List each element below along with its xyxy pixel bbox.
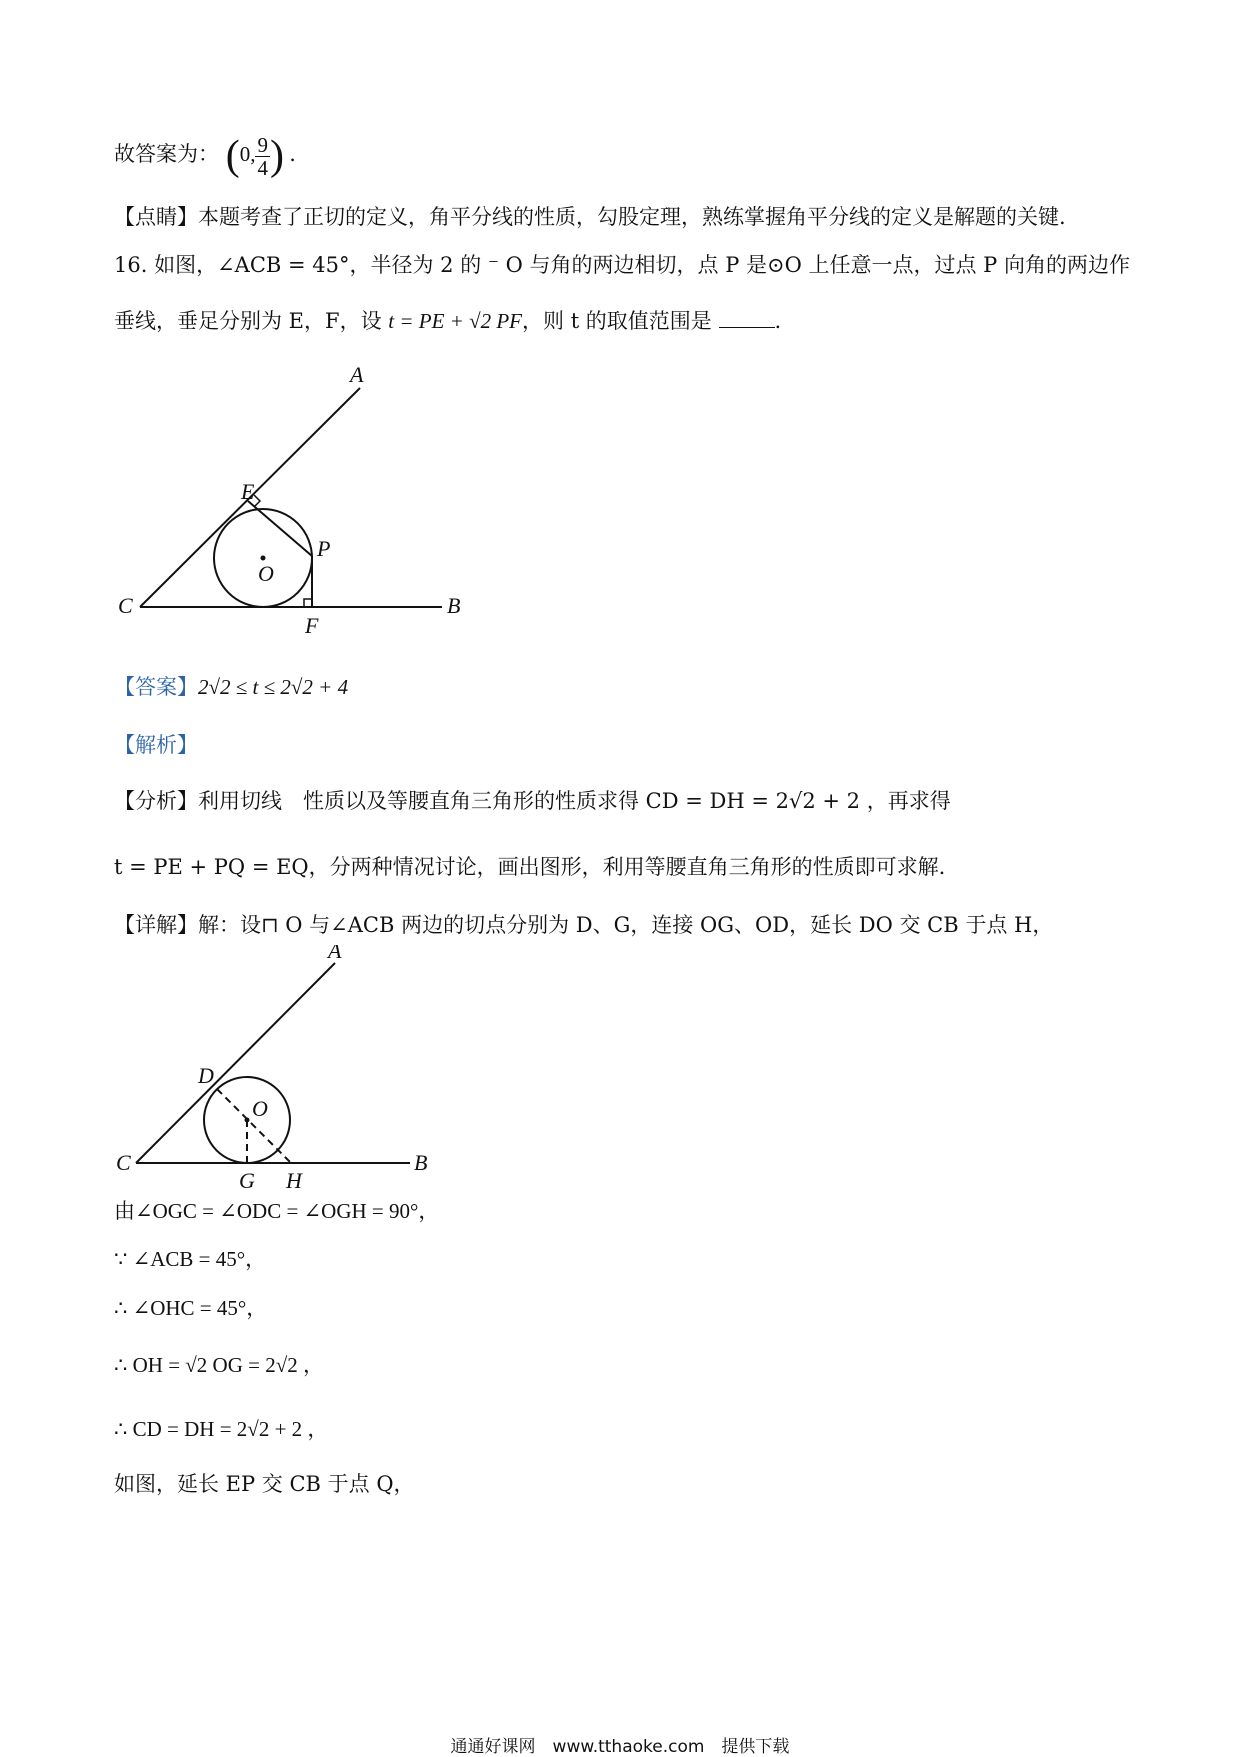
zero-value: 0, <box>239 142 256 166</box>
label-h: H <box>286 1168 302 1193</box>
label-d: D <box>198 1063 214 1088</box>
label-o-2: O <box>252 1096 268 1121</box>
step-2: ∵ ∠ACB = 45°， <box>114 1247 267 1271</box>
answer-formula: 2√2 ≤ t ≤ 2√2 + 4 <box>198 675 349 699</box>
label-e: E <box>241 479 255 504</box>
center-dot-o <box>261 556 266 561</box>
jiexi-tag: 【解析】 <box>114 733 198 757</box>
fraction-numerator: 9 <box>257 132 268 157</box>
dianjing-tag: 【点睛】 <box>114 205 198 229</box>
fraction-nine-fourths <box>255 134 270 179</box>
analysis-line1 <box>114 786 951 816</box>
label-o: O <box>258 561 274 586</box>
previous-answer-prefix: 故答案为： <box>114 142 219 166</box>
problem16-line2-b: ，则 t 的取值范围是 <box>522 309 712 333</box>
detail-text: 解：设⊓ O 与∠ACB 两边的切点分别为 D、G，连接 OG、OD，延长 DO 交 CB 于点 H， <box>198 913 1054 937</box>
label-c: C <box>118 593 133 618</box>
label-a: A <box>350 362 364 387</box>
label-p: P <box>317 536 331 561</box>
answer-line <box>114 672 348 702</box>
step-4: ∴ OH = √2 OG = 2√2 ， <box>114 1353 325 1377</box>
previous-answer-line <box>114 126 296 184</box>
figure-2-diagram <box>110 945 440 1195</box>
answer-tag: 【答案】 <box>114 675 198 699</box>
step-6: 如图，延长 EP 交 CB 于点 Q， <box>114 1472 415 1496</box>
analysis-tag: 【分析】 <box>114 789 198 813</box>
analysis-text1: 利用切线 性质以及等腰直角三角形的性质求得 CD = DH = 2√2 + 2 ，再求得 <box>198 789 951 813</box>
label-a-2: A <box>328 945 342 963</box>
ray-ca-2 <box>136 963 335 1163</box>
problem16-line2-a: 垂线，垂足分别为 E，F，设 <box>114 309 389 333</box>
label-g: G <box>239 1168 255 1193</box>
close-paren: ) <box>269 133 284 180</box>
open-paren: ( <box>225 133 240 180</box>
right-angle-mark-e <box>254 495 260 507</box>
fraction-denominator: 4 <box>257 155 268 180</box>
problem16-line2 <box>114 306 781 336</box>
problem16-line2-end: . <box>774 309 782 333</box>
problem16-formula: t = PE + √2 PF <box>388 309 523 333</box>
answer-blank <box>719 309 775 328</box>
step-1: 由∠OGC = ∠ODC = ∠OGH = 90°， <box>114 1199 440 1223</box>
label-f: F <box>305 613 319 638</box>
step-5: ∴ CD = DH = 2√2 + 2 ， <box>114 1417 329 1441</box>
dianjing-line <box>114 202 1066 232</box>
problem16-line1: 16. 如图，∠ACB = 45°，半径为 2 的 ⁻ O 与角的两边相切，点 P 是⊙O 上任意一点，过点 P 向角的两边作 <box>114 253 1130 277</box>
detail-tag: 【详解】 <box>114 913 198 937</box>
label-b: B <box>447 593 461 618</box>
step-3: ∴ ∠OHC = 45°， <box>114 1296 268 1320</box>
label-b-2: B <box>414 1150 428 1175</box>
analysis-line2: t = PE + PQ = EQ，分两种情况讨论，画出图形，利用等腰直角三角形的性质即可求解. <box>114 855 946 879</box>
dianjing-text: 本题考查了正切的定义，角平分线的性质，勾股定理，熟练掌握角平分线的定义是解题的关键. <box>198 205 1066 229</box>
previous-answer-end: . <box>289 142 296 166</box>
page-footer: 通通好课网 www.tthaoke.com 提供下载 <box>450 1737 790 1757</box>
figure-1-diagram <box>110 360 490 640</box>
label-c-2: C <box>116 1150 131 1175</box>
detail-line <box>114 910 1053 940</box>
right-angle-mark-f <box>304 599 312 607</box>
